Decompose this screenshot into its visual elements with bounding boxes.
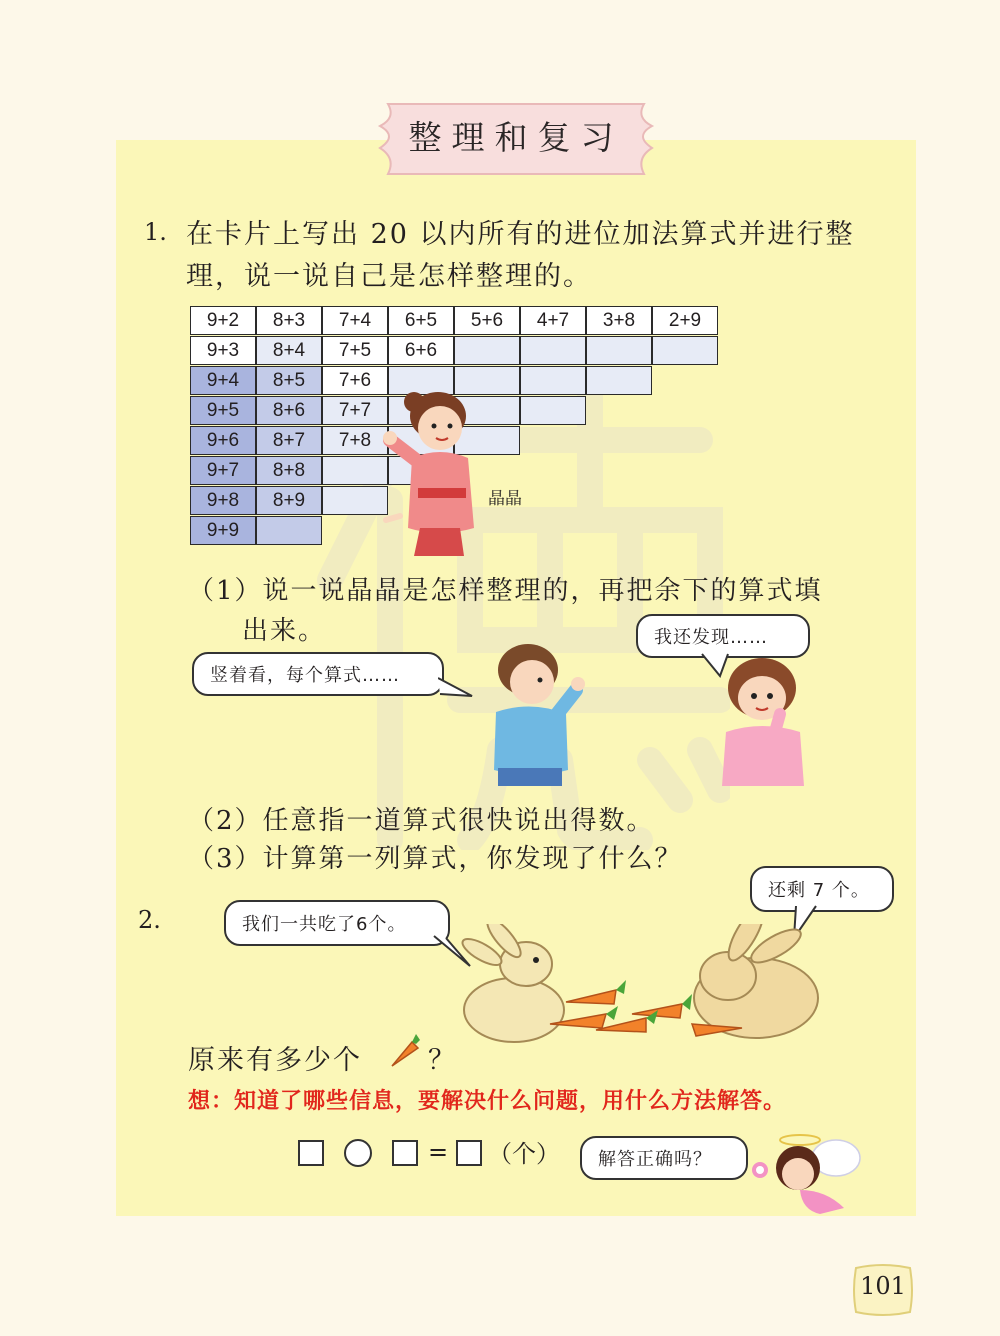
answer-box-2[interactable]	[392, 1140, 418, 1166]
equals-sign: =	[428, 1138, 449, 1166]
question-2-number: 2.	[138, 906, 161, 934]
boy-speech-text: 竖着看，每个算式……	[210, 665, 400, 686]
answer-box-1[interactable]	[298, 1140, 324, 1166]
grid-cell: 7+7	[322, 396, 388, 425]
sub-question-3: （3）计算第一列算式，你发现了什么？	[188, 844, 683, 874]
grid-cell[interactable]	[322, 456, 388, 485]
question-2-text-start: 原来有多少个	[188, 1045, 362, 1076]
sub-question-1-line2: 出来。	[242, 616, 327, 646]
operator-circle[interactable]	[344, 1139, 372, 1167]
grid-cell: 9+8	[190, 486, 256, 515]
grid-cell: 9+6	[190, 426, 256, 455]
grid-cell: 8+3	[256, 306, 322, 335]
grid-cell: 5+6	[454, 306, 520, 335]
carrot-icon	[386, 1034, 422, 1070]
grid-cell: 8+5	[256, 366, 322, 395]
question-1-number: 1.	[144, 218, 167, 246]
boy-illustration	[484, 640, 588, 786]
grid-cell[interactable]	[586, 366, 652, 395]
grid-cell: 8+7	[256, 426, 322, 455]
grid-cell[interactable]	[520, 336, 586, 365]
question-2-text-end: ？	[428, 1045, 457, 1076]
thinking-hint: 想：知道了哪些信息，要解决什么问题，用什么方法解答。	[188, 1089, 787, 1114]
grid-cell: 9+4	[190, 366, 256, 395]
grid-cell: 8+8	[256, 456, 322, 485]
boy-speech-bubble	[192, 652, 444, 696]
right-rabbit-text: 还剩 7 个。	[768, 880, 870, 901]
grid-cell[interactable]	[520, 366, 586, 395]
grid-cell: 7+6	[322, 366, 388, 395]
right-rabbit-bubble	[750, 866, 894, 912]
grid-cell[interactable]	[652, 336, 718, 365]
jingjing-girl-illustration	[380, 388, 490, 556]
grid-cell: 3+8	[586, 306, 652, 335]
grid-cell: 7+8	[322, 426, 388, 455]
grid-cell[interactable]	[322, 486, 388, 515]
grid-cell: 9+5	[190, 396, 256, 425]
question-1-line2: 理，说一说自己是怎样整理的。	[186, 261, 592, 292]
girl-speech-text: 我还发现……	[654, 627, 768, 648]
grid-cell: 8+4	[256, 336, 322, 365]
grid-cell[interactable]	[520, 396, 586, 425]
grid-cell: 4+7	[520, 306, 586, 335]
page-number: 101	[860, 1272, 906, 1300]
grid-cell: 2+9	[652, 306, 718, 335]
sub-question-1-line1: （1）说一说晶晶是怎样整理的，再把余下的算式填	[188, 576, 823, 606]
answer-box-result[interactable]	[456, 1140, 482, 1166]
grid-cell: 8+9	[256, 486, 322, 515]
girl-name-label: 晶晶	[488, 489, 522, 509]
rabbits-carrots-illustration	[446, 924, 836, 1048]
grid-cell: 7+5	[322, 336, 388, 365]
check-bubble-text: 解答正确吗？	[598, 1149, 712, 1170]
grid-cell[interactable]	[256, 516, 322, 545]
grid-cell: 8+6	[256, 396, 322, 425]
grid-cell[interactable]	[454, 336, 520, 365]
left-rabbit-text: 我们一共吃了6个。	[242, 914, 407, 935]
sub-question-2: （2）任意指一道算式很快说出得数。	[188, 806, 655, 836]
grid-cell: 9+2	[190, 306, 256, 335]
question-1-line1: 在卡片上写出 20 以内所有的进位加法算式并进行整	[186, 219, 855, 250]
grid-cell[interactable]	[586, 336, 652, 365]
grid-cell: 9+3	[190, 336, 256, 365]
bubble-tail	[438, 676, 474, 700]
left-rabbit-bubble	[224, 900, 450, 946]
page-title: 整理和复习	[408, 118, 624, 157]
unit-label: （个）	[488, 1140, 560, 1168]
angel-illustration	[740, 1130, 880, 1220]
grid-cell: 6+6	[388, 336, 454, 365]
grid-cell: 7+4	[322, 306, 388, 335]
girl-illustration	[716, 654, 816, 786]
grid-cell: 9+9	[190, 516, 256, 545]
check-bubble	[580, 1136, 748, 1180]
grid-cell: 9+7	[190, 456, 256, 485]
grid-cell: 6+5	[388, 306, 454, 335]
